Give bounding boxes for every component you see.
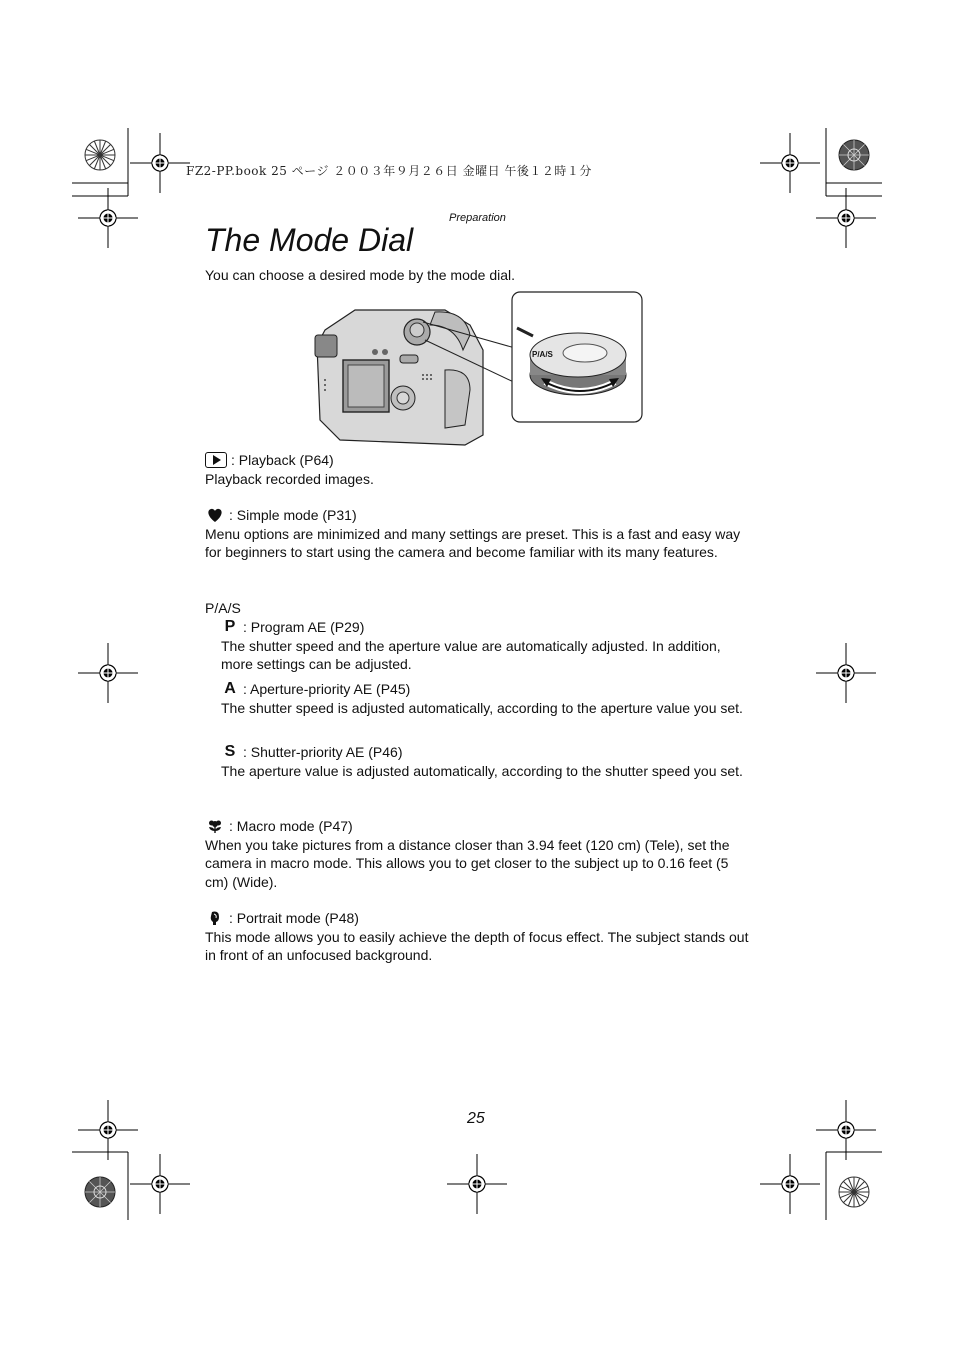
- program-description: The shutter speed and the aperture value are automatically adjusted. In addition, more settings can be adjusted.: [221, 637, 721, 673]
- portrait-description: This mode allows you to easily achieve the depth of focus effect. The subject stands out in front of an unfocused background.: [205, 928, 749, 964]
- mode-macro: [205, 817, 750, 891]
- section-label: Preparation: [449, 212, 506, 224]
- aperture-description: The shutter speed is adjusted automatically, according to the aperture value you set.: [221, 699, 743, 716]
- macro-heading: : Macro mode (P47): [229, 818, 353, 834]
- shutter-description: The aperture value is adjusted automatically, according to the shutter speed you set.: [221, 762, 743, 779]
- page-number: 25: [467, 1110, 485, 1127]
- portrait-icon: [205, 910, 225, 926]
- aperture-glyph: A: [224, 680, 236, 697]
- macro-description: When you take pictures from a distance closer than 3.94 feet (120 cm) (Tele), set the camera in macro mode. This allows you to get closer to the subject up to 0.16 feet (5 cm) (Wide).: [205, 836, 730, 890]
- print-file-info: FZ2-PP.book 25 ページ ２００３年９月２６日 金曜日 午後１２時１分: [186, 164, 592, 178]
- simple-heading: : Simple mode (P31): [229, 507, 357, 523]
- program-heading: : Program AE (P29): [243, 619, 365, 635]
- mode-dial-inset: [512, 292, 642, 422]
- flower-icon: [205, 818, 225, 834]
- page-title: The Mode Dial: [205, 222, 414, 258]
- portrait-heading: : Portrait mode (P48): [229, 910, 359, 926]
- mode-simple: [205, 506, 750, 562]
- shutter-heading: : Shutter-priority AE (P46): [243, 744, 403, 760]
- playback-description: Playback recorded images.: [205, 470, 374, 487]
- mode-program: [221, 618, 751, 674]
- camera-mode-dial-illustration: [305, 290, 650, 450]
- simple-description: Menu options are minimized and many settings are preset. This is a fast and easy way for beginners to start using the camera and become familiar with its many features.: [205, 525, 741, 561]
- pas-label: P/A/S: [205, 600, 241, 616]
- playback-icon: [205, 452, 227, 468]
- mode-shutter: [221, 743, 751, 780]
- program-glyph: P: [224, 618, 236, 635]
- mode-playback: [205, 451, 750, 488]
- aperture-heading: : Aperture-priority AE (P45): [243, 681, 411, 697]
- camera-illustration: [315, 310, 483, 445]
- mode-aperture: [221, 680, 751, 717]
- heart-icon: [205, 507, 225, 523]
- playback-heading: : Playback (P64): [231, 452, 334, 468]
- mode-portrait: [205, 909, 750, 965]
- dial-label-pas: P/A/S: [532, 350, 553, 359]
- intro-text: You can choose a desired mode by the mode dial.: [205, 267, 516, 283]
- shutter-glyph: S: [224, 743, 236, 760]
